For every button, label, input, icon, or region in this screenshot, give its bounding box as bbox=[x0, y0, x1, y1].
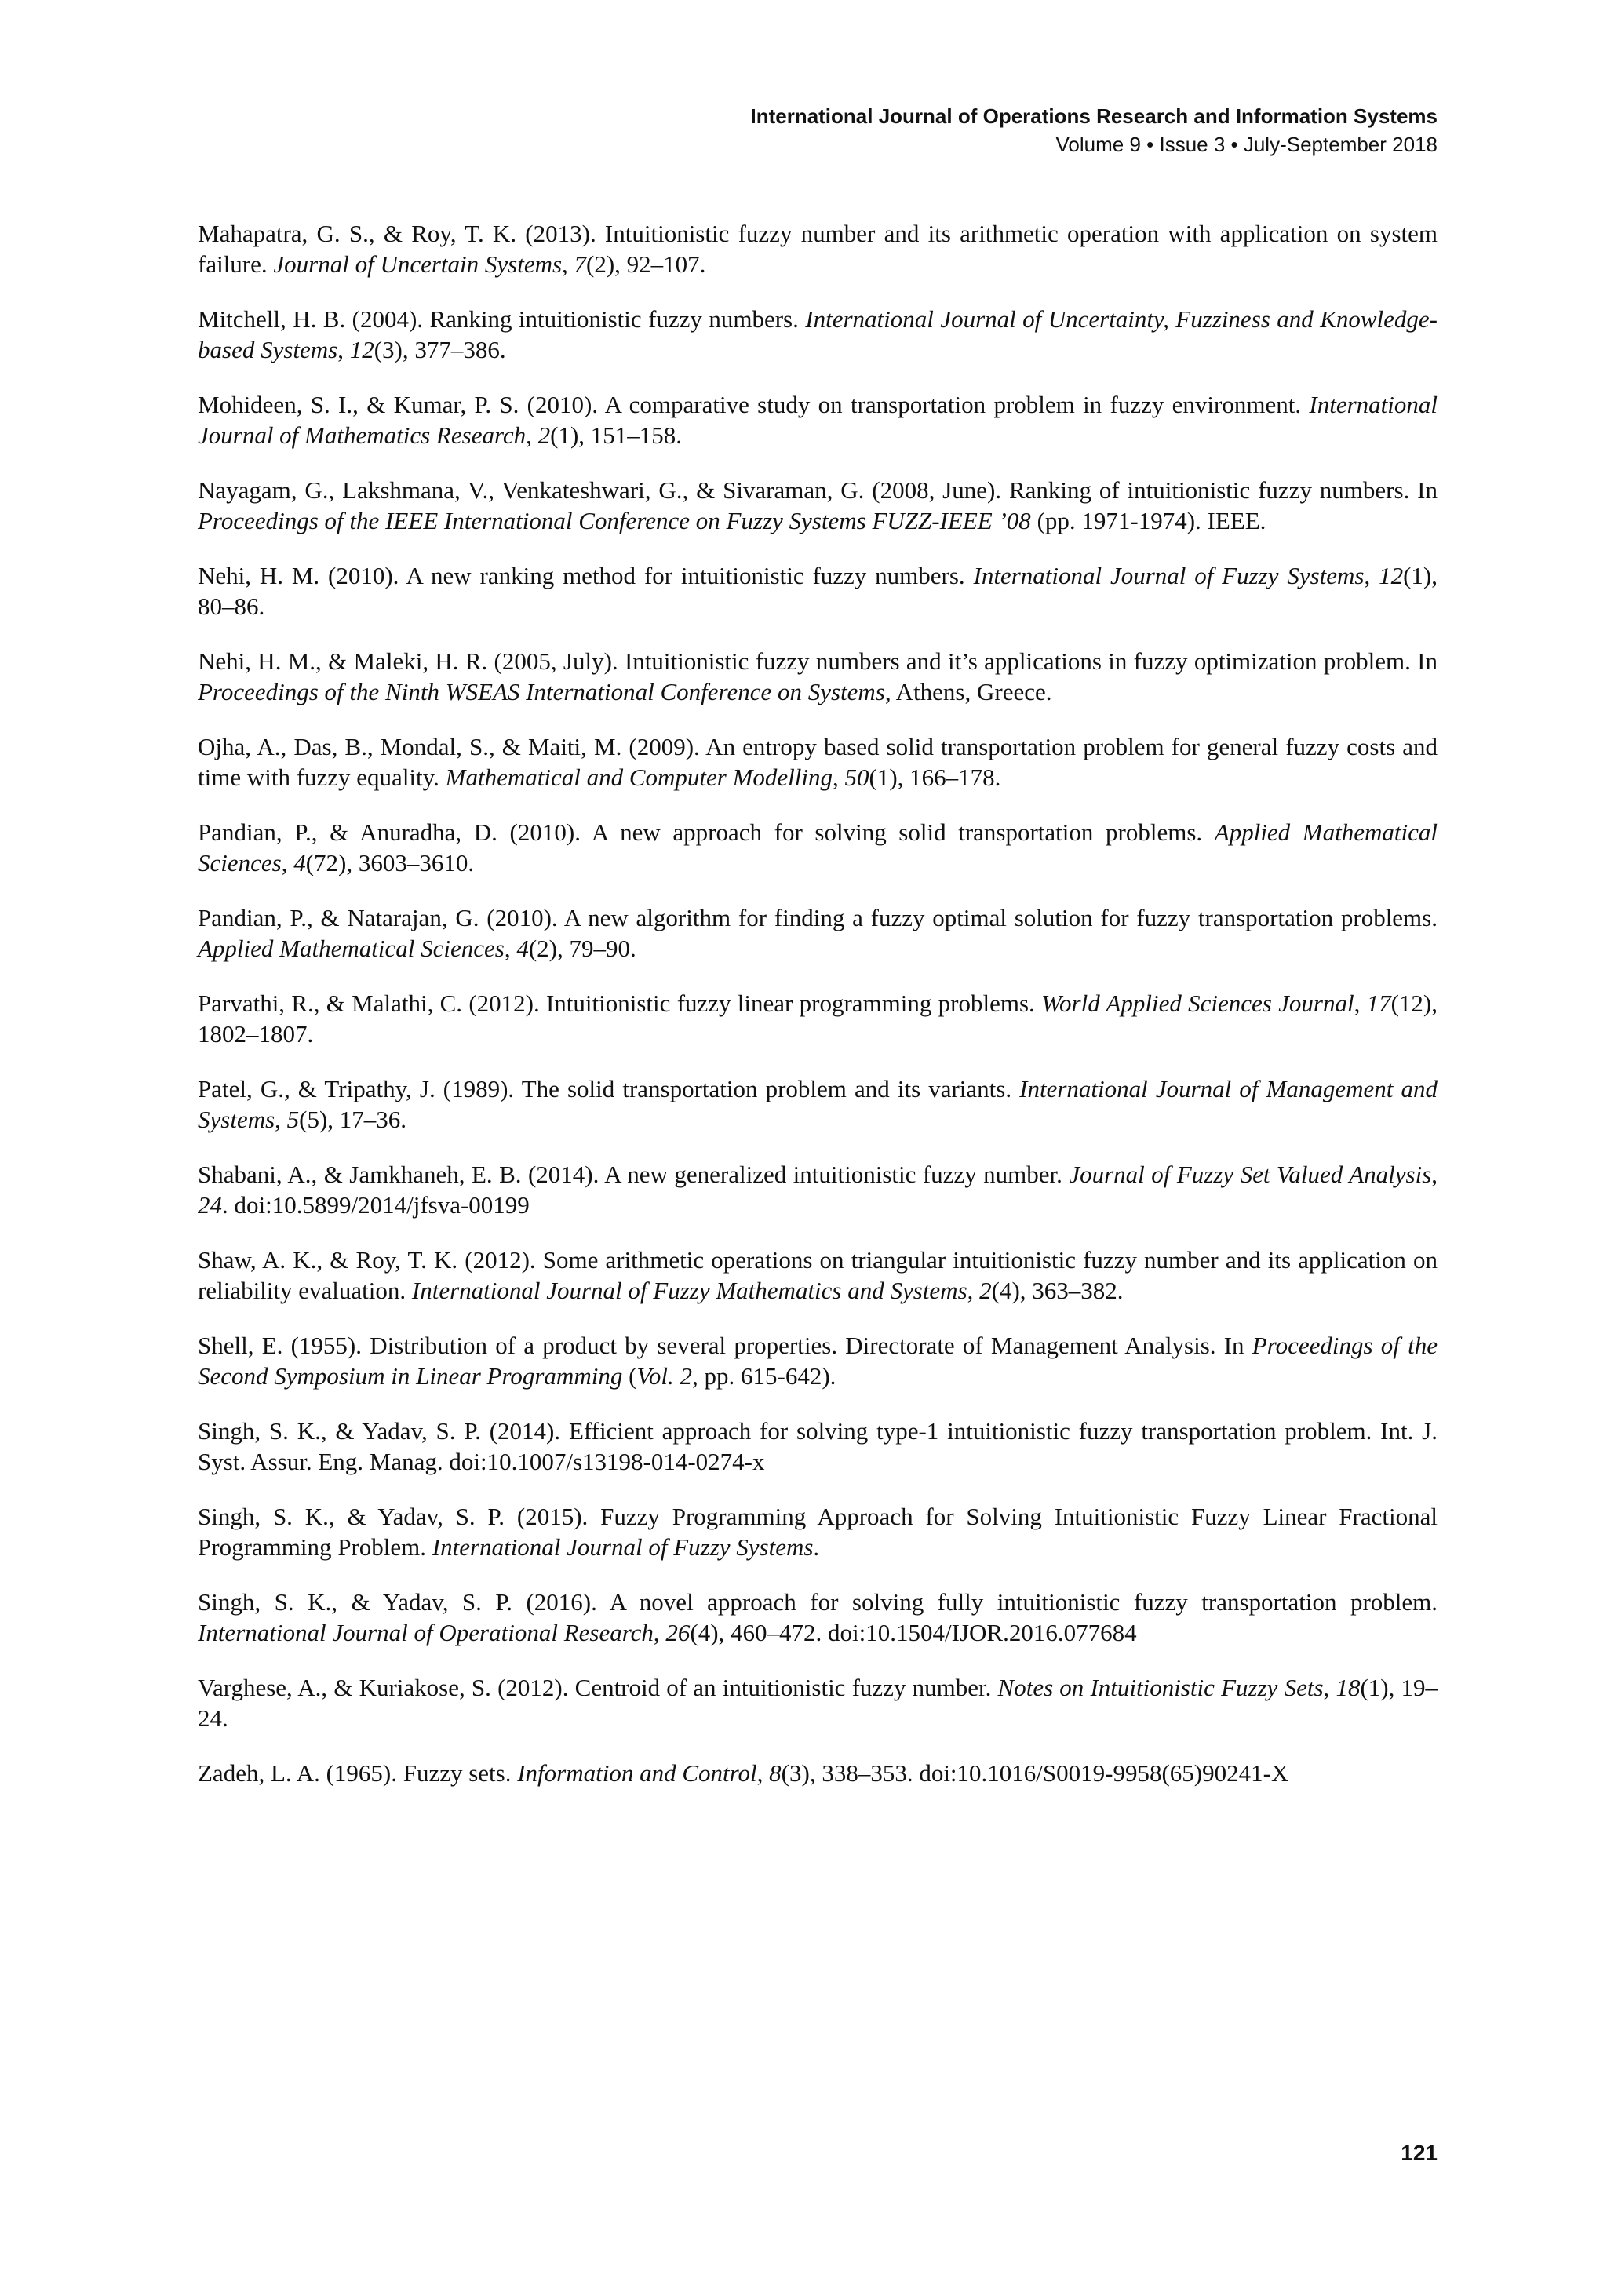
reference-entry bbox=[198, 304, 1438, 365]
reference-italic-segment: 4 bbox=[293, 849, 306, 876]
reference-text-segment: (2), 92–107. bbox=[586, 250, 706, 278]
reference-italic-segment: World Applied Sciences Journal bbox=[1041, 989, 1354, 1017]
reference-entry bbox=[198, 988, 1438, 1049]
reference-text-segment: (3), 338–353. doi:10.1016/S0019-9958(65)90241-X bbox=[781, 1759, 1289, 1787]
reference-text-segment: (12), 1802–1807. bbox=[198, 989, 1438, 1048]
reference-text-segment: , bbox=[281, 849, 294, 876]
reference-italic-segment: International Journal of Fuzzy Systems bbox=[973, 562, 1365, 589]
reference-italic-segment: 24 bbox=[198, 1191, 222, 1219]
reference-list bbox=[198, 218, 1438, 1813]
reference-text-segment: Mitchell, H. B. (2004). Ranking intuitionistic fuzzy numbers. bbox=[198, 305, 806, 333]
reference-italic-segment: Vol. 2 bbox=[636, 1362, 693, 1390]
reference-entry bbox=[198, 560, 1438, 621]
reference-entry bbox=[198, 1073, 1438, 1135]
reference-text-segment: (1), 19–24. bbox=[198, 1674, 1438, 1732]
reference-italic-segment: Mathematical and Computer Modelling bbox=[445, 764, 833, 791]
reference-text-segment: Zadeh, L. A. (1965). Fuzzy sets. bbox=[198, 1759, 518, 1787]
reference-text-segment: (1), 80–86. bbox=[198, 562, 1438, 620]
reference-text-segment: (5), 17–36. bbox=[299, 1106, 407, 1133]
reference-text-segment: Nehi, H. M., & Maleki, H. R. (2005, July). Intuitionistic fuzzy numbers and it’s applications in fuzzy optimization problem. In bbox=[198, 647, 1438, 675]
reference-italic-segment: Applied Mathematical Sciences bbox=[198, 818, 1438, 876]
reference-italic-segment: 50 bbox=[844, 764, 869, 791]
reference-italic-segment: 26 bbox=[665, 1619, 691, 1646]
issue-info: Volume 9 • Issue 3 • July-September 2018 bbox=[1055, 133, 1438, 156]
reference-text-segment: , bbox=[1431, 1161, 1438, 1188]
reference-entry bbox=[198, 1416, 1438, 1477]
reference-entry bbox=[198, 475, 1438, 536]
reference-text-segment: , pp. 615-642). bbox=[692, 1362, 836, 1390]
reference-text-segment: Ojha, A., Das, B., Mondal, S., & Maiti, M. (2009). An entropy based solid transportation problem for general fuzzy costs and time with fuzzy equality. bbox=[198, 733, 1438, 791]
reference-text-segment: Pandian, P., & Anuradha, D. (2010). A new approach for solving solid transportation problems. bbox=[198, 818, 1215, 846]
reference-text-segment: (4), 363–382. bbox=[991, 1277, 1124, 1304]
reference-entry bbox=[198, 218, 1438, 279]
reference-text-segment: , bbox=[337, 336, 350, 363]
reference-text-segment: , bbox=[653, 1619, 666, 1646]
reference-text-segment: . bbox=[813, 1533, 820, 1561]
reference-italic-segment: International Journal of Management and Systems bbox=[198, 1075, 1438, 1133]
reference-entry bbox=[198, 1159, 1438, 1220]
reference-italic-segment: Proceedings of the Second Symposium in Linear Programming bbox=[198, 1332, 1438, 1390]
reference-italic-segment: 2 bbox=[537, 421, 551, 449]
reference-text-segment: (2), 79–90. bbox=[528, 935, 636, 962]
reference-entry bbox=[198, 389, 1438, 450]
reference-text-segment: Nehi, H. M. (2010). A new ranking method for intuitionistic fuzzy numbers. bbox=[198, 562, 974, 589]
reference-entry bbox=[198, 1587, 1438, 1648]
reference-text-segment: Mohideen, S. I., & Kumar, P. S. (2010). A comparative study on transportation problem in fuzzy environment. bbox=[198, 391, 1310, 418]
reference-text-segment: . doi:10.5899/2014/jfsva-00199 bbox=[222, 1191, 530, 1219]
reference-italic-segment: 8 bbox=[769, 1759, 782, 1787]
reference-italic-segment: 5 bbox=[286, 1106, 300, 1133]
reference-entry bbox=[198, 817, 1438, 878]
reference-text-segment: , bbox=[562, 250, 574, 278]
reference-entry bbox=[198, 731, 1438, 793]
reference-italic-segment: International Journal of Uncertainty, Fuzziness and Knowledge-based Systems bbox=[198, 305, 1438, 363]
reference-italic-segment: Information and Control bbox=[517, 1759, 757, 1787]
reference-text-segment: Parvathi, R., & Malathi, C. (2012). Intuitionistic fuzzy linear programming problems. bbox=[198, 989, 1042, 1017]
reference-text-segment: , bbox=[833, 764, 845, 791]
reference-text-segment: , bbox=[1364, 562, 1379, 589]
reference-text-segment: , Athens, Greece. bbox=[884, 678, 1052, 705]
reference-text-segment: Varghese, A., & Kuriakose, S. (2012). Centroid of an intuitionistic fuzzy number. bbox=[198, 1674, 998, 1701]
page-number: 121 bbox=[1401, 2141, 1438, 2165]
reference-entry bbox=[198, 1501, 1438, 1562]
reference-italic-segment: International Journal of Fuzzy Mathematics and Systems bbox=[411, 1277, 967, 1304]
reference-text-segment: Pandian, P., & Natarajan, G. (2010). A new algorithm for finding a fuzzy optimal solution for fuzzy transportation problems. bbox=[198, 904, 1438, 931]
reference-text-segment: , bbox=[504, 935, 517, 962]
reference-italic-segment: 12 bbox=[349, 336, 374, 363]
reference-entry bbox=[198, 902, 1438, 964]
reference-italic-segment: 12 bbox=[1379, 562, 1404, 589]
reference-text-segment: (3), 377–386. bbox=[374, 336, 506, 363]
reference-text-segment: Singh, S. K., & Yadav, S. P. (2015). Fuzzy Programming Approach for Solving Intuitionistic Fuzzy Linear Fractional Programming Problem. bbox=[198, 1503, 1438, 1561]
reference-text-segment: (4), 460–472. doi:10.1504/IJOR.2016.077684 bbox=[690, 1619, 1137, 1646]
reference-text-segment: Patel, G., & Tripathy, J. (1989). The solid transportation problem and its variants. bbox=[198, 1075, 1020, 1102]
reference-entry bbox=[198, 646, 1438, 707]
reference-italic-segment: International Journal of Fuzzy Systems bbox=[432, 1533, 814, 1561]
reference-text-segment: , bbox=[1354, 989, 1367, 1017]
reference-text-segment: , bbox=[526, 421, 538, 449]
reference-text-segment: , bbox=[1323, 1674, 1336, 1701]
reference-text-segment: Mahapatra, G. S., & Roy, T. K. (2013). Intuitionistic fuzzy number and its arithmetic operation with application on system failure. bbox=[198, 220, 1438, 278]
reference-italic-segment: 4 bbox=[516, 935, 529, 962]
reference-italic-segment: International Journal of Mathematics Research bbox=[198, 391, 1438, 449]
reference-italic-segment: Proceedings of the IEEE International Conference on Fuzzy Systems FUZZ-IEEE ’08 bbox=[198, 507, 1031, 534]
reference-entry bbox=[198, 1245, 1438, 1306]
reference-text-segment: (1), 151–158. bbox=[550, 421, 683, 449]
reference-text-segment: (1), 166–178. bbox=[869, 764, 1001, 791]
reference-italic-segment: Notes on Intuitionistic Fuzzy Sets bbox=[997, 1674, 1324, 1701]
reference-italic-segment: Proceedings of the Ninth WSEAS International Conference on Systems bbox=[198, 678, 885, 705]
reference-text-segment: (72), 3603–3610. bbox=[305, 849, 475, 876]
reference-text-segment: ( bbox=[622, 1362, 637, 1390]
reference-text-segment: , bbox=[756, 1759, 770, 1787]
reference-text-segment: Singh, S. K., & Yadav, S. P. (2014). Efficient approach for solving type-1 intuitionistic fuzzy transportation problem. Int. J. Syst. Assur. Eng. Manag. doi:10.1007/s13198-014-0274-x bbox=[198, 1417, 1438, 1475]
reference-italic-segment: Journal of Fuzzy Set Valued Analysis bbox=[1069, 1161, 1432, 1188]
reference-text-segment: Shell, E. (1955). Distribution of a product by several properties. Directorate of Management Analysis. In bbox=[198, 1332, 1252, 1359]
reference-text-segment: (pp. 1971-1974). IEEE. bbox=[1030, 507, 1266, 534]
reference-italic-segment: Applied Mathematical Sciences bbox=[198, 935, 505, 962]
reference-italic-segment: International Journal of Operational Research bbox=[198, 1619, 654, 1646]
reference-italic-segment: 18 bbox=[1336, 1674, 1361, 1701]
reference-text-segment: Shabani, A., & Jamkhaneh, E. B. (2014). A new generalized intuitionistic fuzzy number. bbox=[198, 1161, 1070, 1188]
reference-entry bbox=[198, 1758, 1438, 1788]
reference-text-segment: Shaw, A. K., & Roy, T. K. (2012). Some arithmetic operations on triangular intuitionistic fuzzy number and its application on reliability evaluation. bbox=[198, 1246, 1438, 1304]
reference-text-segment: , bbox=[967, 1277, 980, 1304]
reference-text-segment: Nayagam, G., Lakshmana, V., Venkateshwari, G., & Sivaraman, G. (2008, June). Ranking of intuitionistic fuzzy numbers. In bbox=[198, 476, 1438, 504]
reference-text-segment: , bbox=[275, 1106, 287, 1133]
reference-entry bbox=[198, 1672, 1438, 1733]
reference-text-segment: Singh, S. K., & Yadav, S. P. (2016). A novel approach for solving fully intuitionistic fuzzy transportation problem. bbox=[198, 1588, 1438, 1616]
reference-italic-segment: Journal of Uncertain Systems bbox=[273, 250, 563, 278]
reference-italic-segment: 2 bbox=[979, 1277, 992, 1304]
reference-italic-segment: 7 bbox=[574, 250, 587, 278]
reference-italic-segment: 17 bbox=[1366, 989, 1391, 1017]
running-header bbox=[750, 102, 1438, 159]
reference-entry bbox=[198, 1330, 1438, 1391]
journal-title: International Journal of Operations Research and Information Systems bbox=[750, 104, 1438, 128]
